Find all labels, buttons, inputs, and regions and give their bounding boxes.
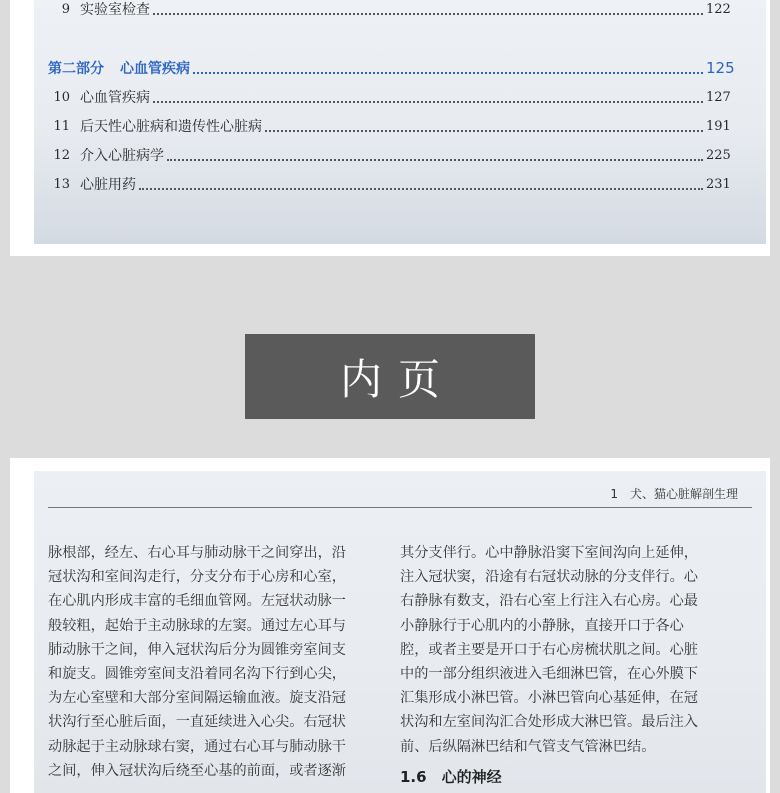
toc-page-number: 191 [706, 118, 731, 134]
toc-page-number: 127 [706, 89, 731, 105]
toc-part-label: 第二部分 [48, 61, 104, 77]
toc-chapter-number: 13 [53, 176, 70, 192]
toc-page-image [34, 0, 766, 244]
body-text-line: 前、后纵隔淋巴结和气管支气管淋巴结。 [400, 738, 656, 755]
toc-row [34, 173, 766, 195]
toc-leader-dots [265, 129, 703, 132]
toc-part-title: 心血管疾病 [120, 61, 190, 77]
toc-part-page: 125 [706, 59, 735, 77]
section-heading: 1.6 心的神经 [400, 767, 502, 786]
body-text-line: 在心肌内形成丰富的毛细血管网。左冠状动脉一 [48, 593, 346, 610]
header-rule [48, 507, 752, 508]
toc-chapter-number: 11 [53, 118, 70, 134]
body-text-line: 脉根部，经左、右心耳与肺动脉干之间穿出，沿 [48, 545, 346, 561]
toc-row [34, 0, 766, 20]
toc-panel [10, 0, 770, 256]
toc-part-row [34, 57, 766, 79]
toc-row [34, 144, 766, 166]
body-text-line: 其分支伴行。心中静脉沿窦下室间沟向上延伸， [400, 545, 698, 561]
toc-leader-dots [167, 158, 703, 161]
toc-leader-dots [139, 187, 703, 190]
body-text-line: 注入冠状窦，沿途有右冠状动脉的分支伴行。心 [400, 569, 698, 586]
inner-page-panel [10, 458, 770, 793]
toc-chapter-number: 9 [61, 1, 70, 17]
toc-row [34, 86, 766, 108]
body-text-line: 小静脉行于心肌内的小静脉，直接开口于各心 [400, 617, 684, 634]
body-text-line: 右静脉有数支，沿右心室上行注入右心房。心最 [400, 593, 698, 610]
body-text-line: 之间，伸入冠状沟后绕至心基的前面，或者逐渐 [48, 762, 346, 779]
toc-page-number: 225 [706, 147, 731, 163]
body-text-line: 中的一部分组织液进入毛细淋巴管，在心外膜下 [400, 666, 698, 683]
body-text-line: 状沟和左室间沟汇合处形成大淋巴管。最后注入 [400, 714, 698, 731]
body-text-line: 般较粗，起始于主动脉球的左窦。通过左心耳与 [48, 617, 346, 634]
inner-page-image [34, 471, 766, 793]
body-text-line: 肺动脉干之间，伸入冠状沟后分为圆锥旁室间支 [48, 641, 346, 658]
toc-chapter-number: 12 [53, 147, 70, 163]
toc-leader-dots [153, 100, 703, 103]
toc-leader-dots [153, 12, 703, 15]
toc-chapter-title: 心脏用药 [80, 177, 136, 193]
text-column-left [48, 541, 378, 783]
body-text-line: 冠状沟和室间沟走行，分支分布于心房和心室， [48, 569, 346, 586]
body-text-line: 汇集形成小淋巴管。小淋巴管向心基延伸，在冠 [400, 690, 698, 707]
text-column-right [400, 541, 730, 789]
section-banner: 内页 [245, 334, 535, 419]
body-text-line: 动脉起于主动脉球右窦，通过右心耳与肺动脉干 [48, 738, 346, 755]
toc-leader-dots [193, 71, 703, 74]
body-text-line: 和旋支。圆锥旁室间支沿着同名沟下行到心尖， [48, 666, 346, 683]
toc-row [34, 115, 766, 137]
body-text-line: 状沟行至心脏后面，一直延续进入心尖。右冠状 [48, 714, 346, 731]
toc-chapter-number: 10 [53, 89, 70, 105]
body-text-line: 为左心室壁和大部分室间隔运输血液。旋支沿冠 [48, 690, 346, 707]
body-text-line: 腔，或者主要是开口于右心房梳状肌之间。心脏 [400, 641, 698, 658]
toc-chapter-title: 实验室检查 [80, 2, 150, 18]
toc-chapter-title: 心血管疾病 [80, 90, 150, 106]
toc-chapter-title: 后天性心脏病和遗传性心脏病 [80, 119, 262, 135]
running-head: 1 犬、猫心脏解剖生理 [610, 487, 738, 501]
toc-chapter-title: 介入心脏病学 [80, 148, 164, 164]
toc-page-number: 122 [706, 1, 731, 17]
toc-page-number: 231 [706, 176, 731, 192]
